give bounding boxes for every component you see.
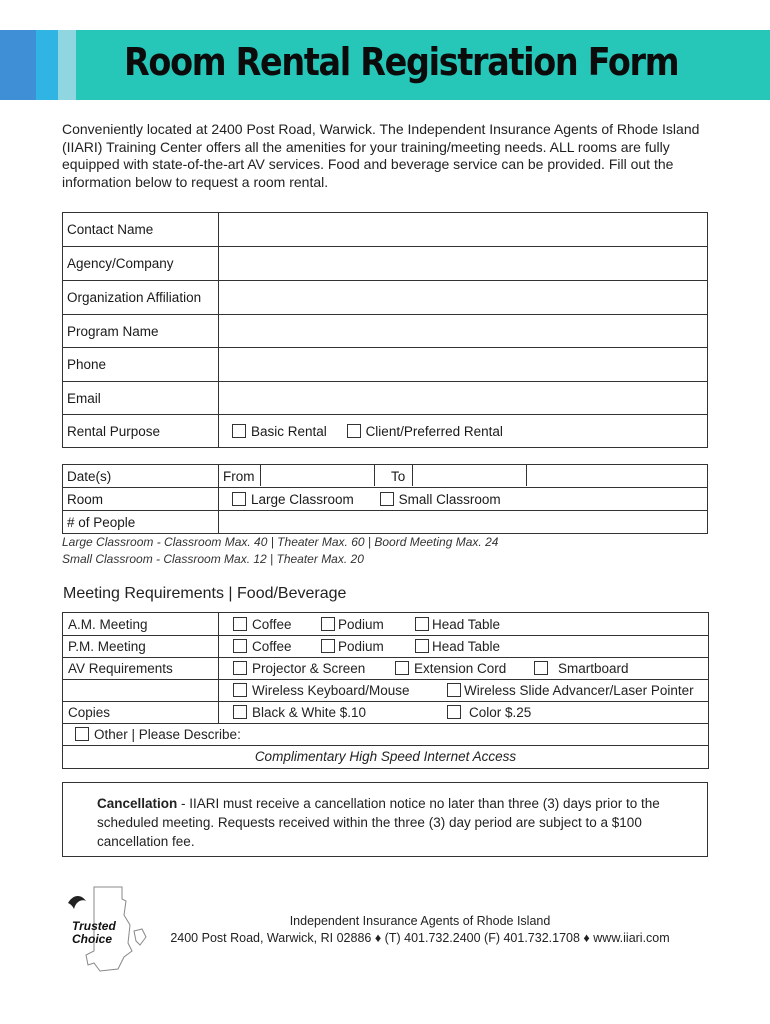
bw-copies-checkbox[interactable]: [233, 705, 247, 719]
keyboard-checkbox[interactable]: [233, 683, 247, 697]
am-podium-label: Podium: [338, 617, 384, 632]
advancer-checkbox[interactable]: [447, 683, 461, 697]
keyboard-option: [233, 683, 410, 698]
cancellation-text: [97, 794, 687, 851]
av-requirements-label: AV Requirements: [68, 661, 173, 676]
copies-label: Copies: [68, 705, 111, 720]
row-divider: [63, 745, 708, 746]
pm-podium-label: Podium: [338, 639, 384, 654]
pm-podium-option: [321, 639, 384, 654]
schedule-table: [62, 464, 708, 534]
am-coffee-label: Coffee: [252, 617, 292, 632]
from-date-field[interactable]: [260, 465, 375, 486]
color-copies-checkbox[interactable]: [447, 705, 461, 719]
agency-field[interactable]: [219, 247, 708, 281]
program-field[interactable]: [219, 315, 708, 348]
header-stripe-blue: [0, 30, 36, 100]
email-label: Email: [63, 382, 219, 415]
small-classroom-checkbox[interactable]: [380, 492, 394, 506]
to-label: To: [391, 469, 406, 484]
am-head-table-label: Head Table: [432, 617, 501, 632]
rental-purpose-options: [219, 415, 708, 448]
internet-note: Complimentary High Speed Internet Access: [254, 749, 517, 764]
intro-paragraph: Conveniently located at 2400 Post Road, Warwick. The Independent Insurance Agents of Rhode Island (IIARI) Training Center offers all the amenities for your training/meeting needs. ALL rooms are fully equipped with state-of-the-art AV services. Food and beverage service can be provided. Fill out the information below to request a room rental.: [62, 121, 700, 190]
cancellation-label: Cancellation: [97, 796, 178, 811]
am-head-table-checkbox[interactable]: [415, 617, 429, 631]
extension-cord-checkbox[interactable]: [395, 661, 409, 675]
extension-cord-label: Extension Cord: [414, 661, 507, 676]
am-meeting-label: A.M. Meeting: [68, 617, 148, 632]
email-field[interactable]: [219, 382, 708, 415]
color-copies-option: [447, 705, 531, 720]
header-stripe-cyan: [36, 30, 58, 100]
people-field[interactable]: [219, 511, 708, 534]
small-classroom-label: Small Classroom: [398, 491, 501, 507]
contact-name-field[interactable]: [219, 213, 708, 247]
smartboard-checkbox[interactable]: [534, 661, 548, 675]
pm-head-table-checkbox[interactable]: [415, 639, 429, 653]
am-podium-option: [321, 617, 384, 632]
footer-org: Independent Insurance Agents of Rhode Island: [289, 914, 551, 928]
projector-checkbox[interactable]: [233, 661, 247, 675]
contact-table: [62, 212, 708, 448]
pm-coffee-label: Coffee: [252, 639, 292, 654]
row-divider: [63, 657, 708, 658]
advancer-label: Wireless Slide Advancer/Laser Pointer: [464, 683, 694, 698]
dates-label: Date(s): [63, 465, 219, 488]
pm-head-table-option: [415, 639, 500, 654]
meeting-heading: Meeting Requirements | Food/Beverage: [63, 585, 347, 602]
row-divider: [63, 679, 708, 680]
smartboard-label: Smartboard: [558, 661, 629, 676]
am-coffee-checkbox[interactable]: [233, 617, 247, 631]
footer-contact: 2400 Post Road, Warwick, RI 02886 ♦ (T) 401.732.2400 (F) 401.732.1708 ♦ www.iiari.com: [170, 931, 670, 945]
client-rental-label: Client/Preferred Rental: [365, 423, 503, 439]
bw-copies-option: [233, 705, 366, 720]
row-divider: [63, 723, 708, 724]
program-label: Program Name: [63, 315, 219, 348]
basic-rental-checkbox[interactable]: [232, 424, 246, 438]
rental-purpose-label: Rental Purpose: [63, 415, 219, 448]
pm-podium-checkbox[interactable]: [321, 639, 335, 653]
page-title: Room Rental Registration Form: [124, 40, 679, 84]
row-divider: [63, 635, 708, 636]
room-options: [219, 488, 708, 511]
am-coffee-option: [233, 617, 292, 632]
client-rental-checkbox[interactable]: [347, 424, 361, 438]
large-classroom-note: Large Classroom - Classroom Max. 40 | Theater Max. 60 | Boord Meeting Max. 24: [62, 535, 499, 549]
organization-label: Organization Affiliation: [63, 281, 219, 315]
large-classroom-checkbox[interactable]: [232, 492, 246, 506]
contact-name-label: Contact Name: [63, 213, 219, 247]
keyboard-label: Wireless Keyboard/Mouse: [252, 683, 410, 698]
other-checkbox[interactable]: [75, 727, 89, 741]
cancellation-body: - IIARI must receive a cancellation notice no later than three (3) days prior to the scheduled meeting. Requests received within the three (3) day period are subject to a $100 cancellation fee.: [97, 796, 660, 849]
logo-text-choice: Choice: [72, 932, 113, 946]
trusted-choice-logo: [60, 885, 156, 973]
extension-cord-option: [395, 661, 506, 676]
organization-field[interactable]: [219, 281, 708, 315]
header-stripe-light: [58, 30, 76, 100]
logo-text-trusted: Trusted: [72, 919, 116, 933]
row-divider: [63, 701, 708, 702]
color-copies-label: Color $.25: [469, 705, 532, 720]
am-podium-checkbox[interactable]: [321, 617, 335, 631]
cancellation-box: [62, 782, 708, 857]
large-classroom-label: Large Classroom: [251, 491, 354, 507]
other-option: [75, 727, 241, 742]
column-divider: [218, 613, 219, 723]
meeting-grid: [62, 612, 709, 769]
projector-option: [233, 661, 365, 676]
to-date-field[interactable]: [412, 465, 527, 486]
people-label: # of People: [63, 511, 219, 534]
from-label: From: [223, 469, 255, 484]
bw-copies-label: Black & White $.10: [252, 705, 367, 720]
smartboard-option: [534, 661, 629, 676]
pm-coffee-option: [233, 639, 292, 654]
pm-meeting-label: P.M. Meeting: [68, 639, 146, 654]
projector-label: Projector & Screen: [252, 661, 366, 676]
small-classroom-note: Small Classroom - Classroom Max. 12 | Theater Max. 20: [62, 552, 364, 566]
pm-coffee-checkbox[interactable]: [233, 639, 247, 653]
dates-cell: [219, 465, 708, 488]
pm-head-table-label: Head Table: [432, 639, 501, 654]
basic-rental-label: Basic Rental: [251, 423, 327, 439]
other-label: Other | Please Describe:: [94, 727, 241, 742]
phone-label: Phone: [63, 348, 219, 382]
phone-field[interactable]: [219, 348, 708, 382]
room-label: Room: [63, 488, 219, 511]
advancer-option: [447, 683, 694, 698]
am-head-table-option: [415, 617, 500, 632]
agency-label: Agency/Company: [63, 247, 219, 281]
